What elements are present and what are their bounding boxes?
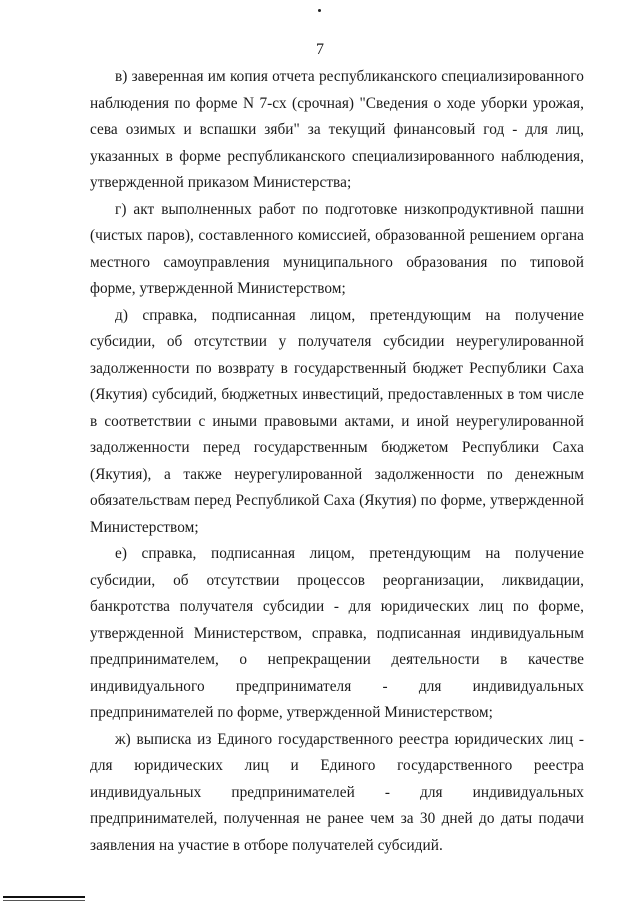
paragraph-zh: ж) выписка из Единого государственного реестра юридических лиц - для юридических лиц и Единого государственного реестра индивидуальных предпринимателей - для индивидуальных предпринимателей, полученная не ранее чем за 30 дней до даты подачи заявления на участие в отборе получателей субсидий.: [90, 730, 584, 854]
scan-dot: [318, 9, 321, 12]
footer-rule-secondary: [3, 900, 85, 901]
paragraph-e: е) справка, подписанная лицом, претендующим на получение субсидии, об отсутствии процессов реорганизации, ликвидации, банкротства получателя субсидии - для юридических лиц по форме, утвержденной Министерством, справка, подписанная индивидуальным предпринимателем, о непрекращении деятельности в качестве индивидуального предпринимателя - для индивидуальных предпринимателей по форме, утвержденной Министерством;: [90, 545, 584, 721]
page-number: 7: [316, 41, 324, 58]
paragraph-v: в) заверенная им копия отчета республиканского специализированного наблюдения по форме N 7-сх (срочная) "Сведения о ходе уборки урожая, сева озимых и вспашки зяби" за текущий финансовый год - для лиц, указанных в форме республиканского специализированного наблюдения, утвержденной приказом Министерства;: [90, 68, 584, 191]
document-body: [90, 64, 584, 859]
paragraph-g: г) акт выполненных работ по подготовке низкопродуктивной пашни (чистых паров), составленного комиссией, образованной решением органа местного самоуправления муниципального образования по типовой форме, утвержденной Министерством;: [90, 200, 584, 297]
paragraph-d: д) справка, подписанная лицом, претендующим на получение субсидии, об отсутствии у получателя субсидии неурегулированной задолженности по возврату в государственный бюджет Республики Саха (Якутия) субсидий, бюджетных инвестиций, предоставленных в том числе в соответствии с иными правовыми актами, и иной неурегулированной задолженности перед государственным бюджетом Республики Саха (Якутия), а также неурегулированной задолженности по денежным обязательствам перед Республикой Саха (Якутия) по форме, утвержденной Министерством;: [90, 306, 584, 536]
footer-rule: [3, 896, 85, 898]
